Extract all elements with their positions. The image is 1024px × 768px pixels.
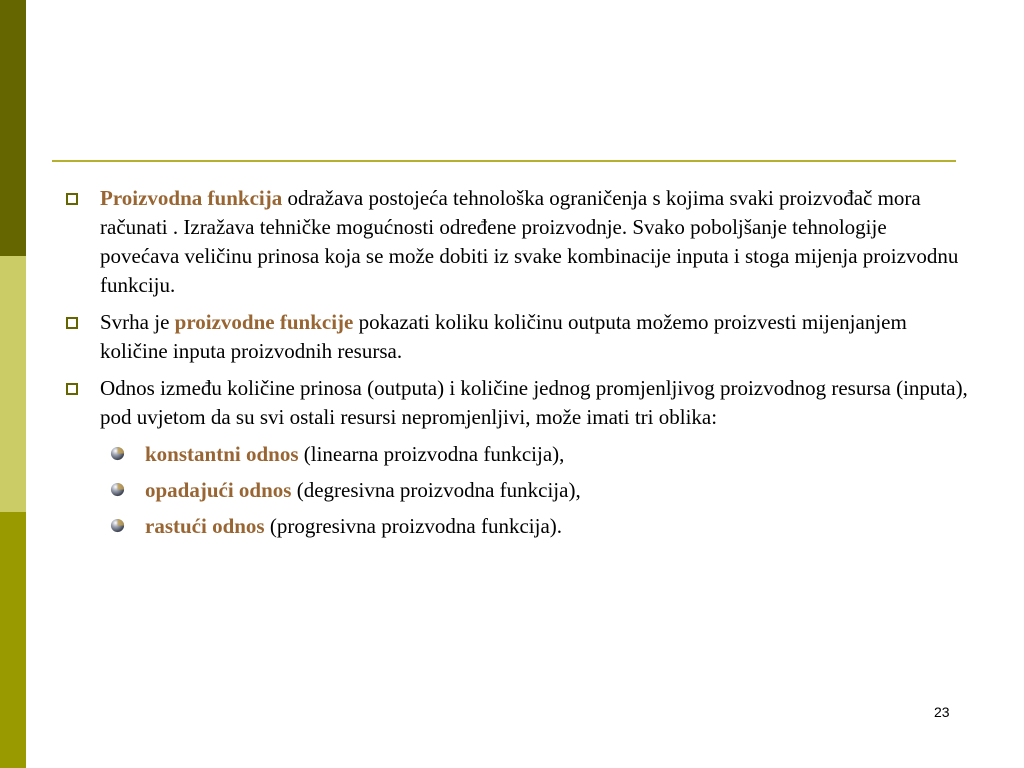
sub-bullet-list xyxy=(62,440,968,542)
sub-bullet-text: (linearna proizvodna funkcija), xyxy=(298,442,565,466)
sidebar-band-bottom xyxy=(0,512,26,768)
sub-bullet-item-increasing xyxy=(145,512,968,542)
sub-bullet-term: rastući odnos xyxy=(145,514,265,538)
shaded-sphere-bullet-icon xyxy=(110,518,125,533)
bullet-text: odražava postojeća tehnološka ograničenja s kojima svaki proizvođač mora računati . Izražava tehničke mogućnosti određene proizvodnje. Svako poboljšanje tehnologije povećava veličinu prinosa koja se može dobiti iz svake kombinacije inputa i stoga mijenja proizvodnu funkciju. xyxy=(100,186,959,297)
bullet-term: Proizvodna funkcija xyxy=(100,186,283,210)
hollow-square-bullet-icon xyxy=(66,383,78,395)
bullet-text: Odnos između količine prinosa (outputa) i količine jednog promjenljivog proizvodnog resursa (inputa), pod uvjetom da su svi ostali resursi nepromjenljivi, može imati tri oblika: xyxy=(100,376,968,429)
page-number: 23 xyxy=(934,704,950,720)
sub-bullet-item-decreasing xyxy=(145,476,968,506)
hollow-square-bullet-icon xyxy=(66,193,78,205)
sidebar-band-top xyxy=(0,0,26,256)
bullet-prefix: Svrha je xyxy=(100,310,175,334)
sub-bullet-item-constant xyxy=(145,440,968,470)
sub-bullet-term: opadajući odnos xyxy=(145,478,292,502)
shaded-sphere-bullet-icon xyxy=(110,482,125,497)
bullet-item-production-function xyxy=(62,184,968,300)
bullet-text: pokazati koliku količinu outputa možemo proizvesti mijenjanjem količine inputa proizvodnih resursa. xyxy=(100,310,907,363)
bullet-term: proizvodne funkcije xyxy=(174,310,354,334)
sub-bullet-text: (progresivna proizvodna funkcija). xyxy=(264,514,563,538)
slide-content xyxy=(62,184,968,548)
title-divider xyxy=(52,160,956,162)
bullet-item-purpose xyxy=(62,308,968,366)
sidebar-band-middle xyxy=(0,256,26,512)
bullet-item-relationship xyxy=(62,374,968,432)
shaded-sphere-bullet-icon xyxy=(110,446,125,461)
sub-bullet-text: (degresivna proizvodna funkcija), xyxy=(291,478,581,502)
hollow-square-bullet-icon xyxy=(66,317,78,329)
sub-bullet-term: konstantni odnos xyxy=(145,442,299,466)
